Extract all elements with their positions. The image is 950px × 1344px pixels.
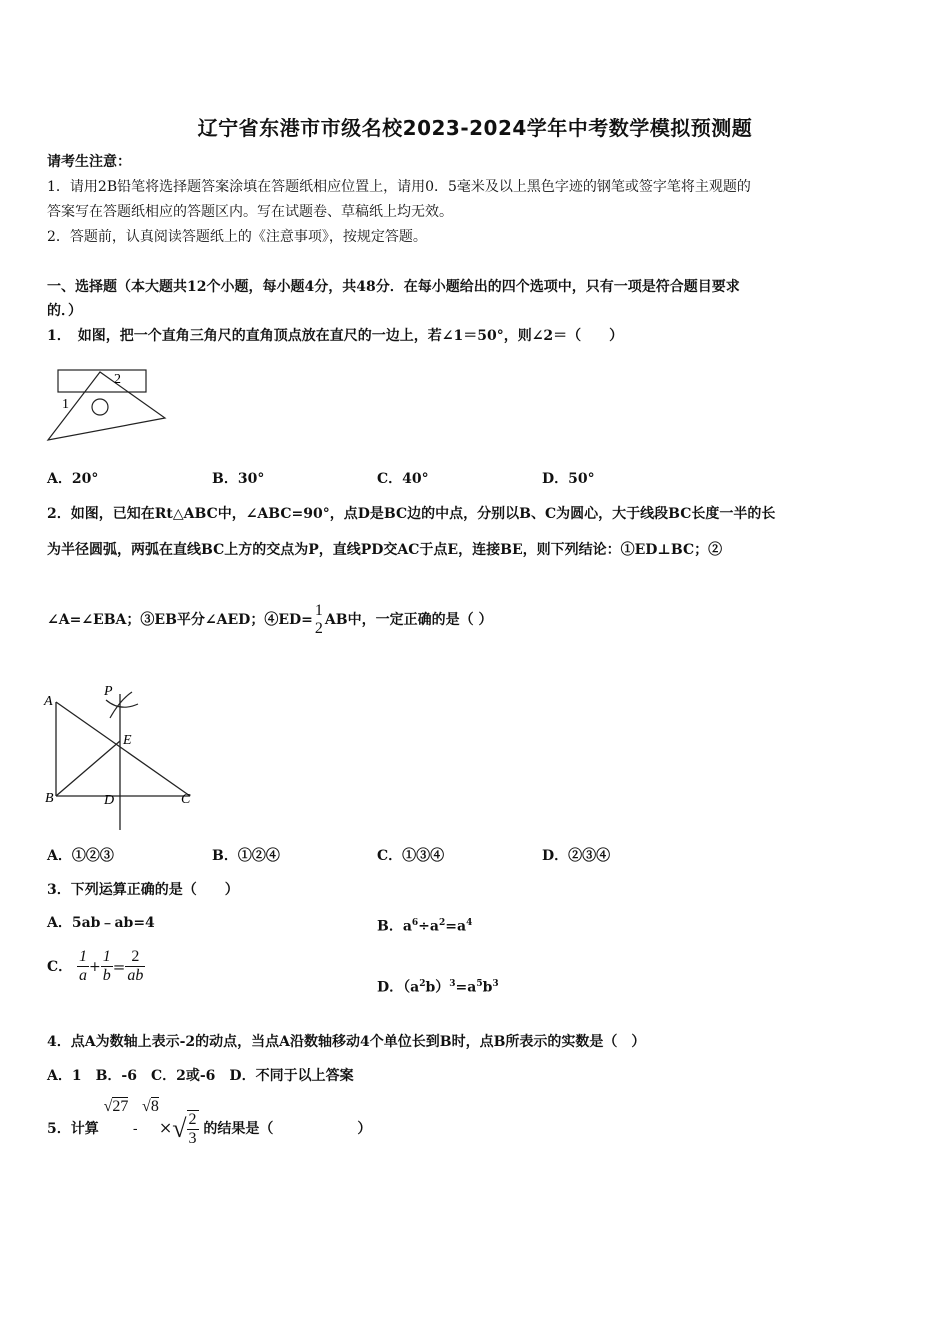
angle-2-label: 2	[114, 372, 121, 387]
q2-line-3	[47, 602, 492, 638]
notice-heading: 请考生注意：	[47, 154, 131, 170]
point-e-label: E	[123, 733, 132, 748]
q3-option-c: C． $\frac{1}{a}$ + $\frac{1}{b}$ = $\frac{2}{ab}$	[47, 948, 144, 984]
page-title: 辽宁省东港市市级名校2023-2024学年中考数学模拟预测题	[197, 116, 753, 140]
q3-stem: 3．下列运算正确的是（ ）	[47, 882, 239, 898]
section-heading-b: 的．）	[47, 303, 82, 319]
q3-option-a: A．5ab﹣ab=4	[47, 915, 155, 931]
q3-option-b: B．$a^6\div a^2=a^4$	[377, 918, 473, 935]
q1-option-b: B．30°	[212, 471, 265, 487]
point-c-label: C	[181, 792, 191, 807]
q2-option-d: D．②③④	[542, 848, 611, 864]
angle-1-label: 1	[62, 397, 69, 412]
q2-line-3-pre: ∠A=∠EBA；③EB平分∠AED；④ED=	[47, 612, 313, 628]
q3-option-d: D．$(a^2b)^3=a^5b^3$	[377, 979, 499, 996]
q1-figure	[40, 360, 180, 450]
q2-option-a: A．①②③	[47, 848, 114, 864]
triangle-hole-shape	[92, 399, 108, 415]
point-b-label: B	[45, 791, 54, 806]
q2-line-3-post: AB中，一定正确的是（ ）	[324, 612, 493, 628]
point-p-label: P	[104, 684, 113, 699]
q4-stem: 4．点A为数轴上表示-2的动点，当点A沿数轴移动4个单位长到B时，点B所表示的实数是（ ）	[47, 1034, 646, 1050]
q1-option-c: C．40°	[377, 471, 429, 487]
q2-line-2: 为半径圆弧，两弧在直线BC上方的交点为P，直线PD交AC于点E，连接BE，则下列结论：①ED⊥BC；②	[47, 542, 723, 558]
q2-figure	[40, 680, 210, 835]
q2-option-c: C．①③④	[377, 848, 445, 864]
q5-radical-8: √8	[142, 1098, 159, 1115]
q5-radical-27: √27	[103, 1098, 129, 1115]
q5-radical-frac: √	[172, 1114, 187, 1143]
q2-option-b: B．①②④	[212, 848, 280, 864]
q5-post: 的结果是（ ）	[203, 1121, 372, 1137]
point-d-label: D	[104, 793, 115, 808]
q5-fraction: $\frac{2}{3}$	[188, 1111, 197, 1147]
section-heading-a: 一、选择题（本大题共12个小题，每小题4分，共48分．在每小题给出的四个选项中，只有一项是符合题目要求	[47, 279, 740, 295]
q1-stem: 1． 如图，把一个直角三角尺的直角顶点放在直尺的一边上，若∠1＝50°，则∠2＝（ ）	[47, 328, 624, 344]
q5-pre: 5．计算	[47, 1121, 99, 1137]
notice-line-1a: 1．请用2B铅笔将选择题答案涂填在答题纸相应位置上，请用0．5毫米及以上黑色字迹的钢笔或签字笔将主观题的	[47, 179, 751, 195]
q1-option-d: D．50°	[542, 471, 595, 487]
q1-option-a: A．20°	[47, 471, 99, 487]
notice-line-2: 2．答题前，认真阅读答题纸上的《注意事项》，按规定答题。	[47, 229, 427, 245]
q2-line-1: 2．如图，已知在Rt△ABC中，∠ABC=90°，点D是BC边的中点，分别以B、C为圆心，大于线段BC长度一半的长	[47, 506, 776, 522]
q2-frac-den: 2	[314, 620, 323, 637]
q5-line: 5．计算 √27 - √8×√ $\frac{2}{3}$ 的结果是（ ）	[47, 1098, 372, 1147]
notice-line-1b: 答案写在答题纸相应的答题区内。写在试题卷、草稿纸上均无效。	[47, 204, 453, 220]
q2-frac-num: 1	[314, 602, 323, 619]
point-a-label: A	[44, 694, 53, 709]
q2-fraction	[313, 602, 325, 638]
q4-options: A．1 B．-6 C．2或-6 D．不同于以上答案	[47, 1068, 354, 1084]
